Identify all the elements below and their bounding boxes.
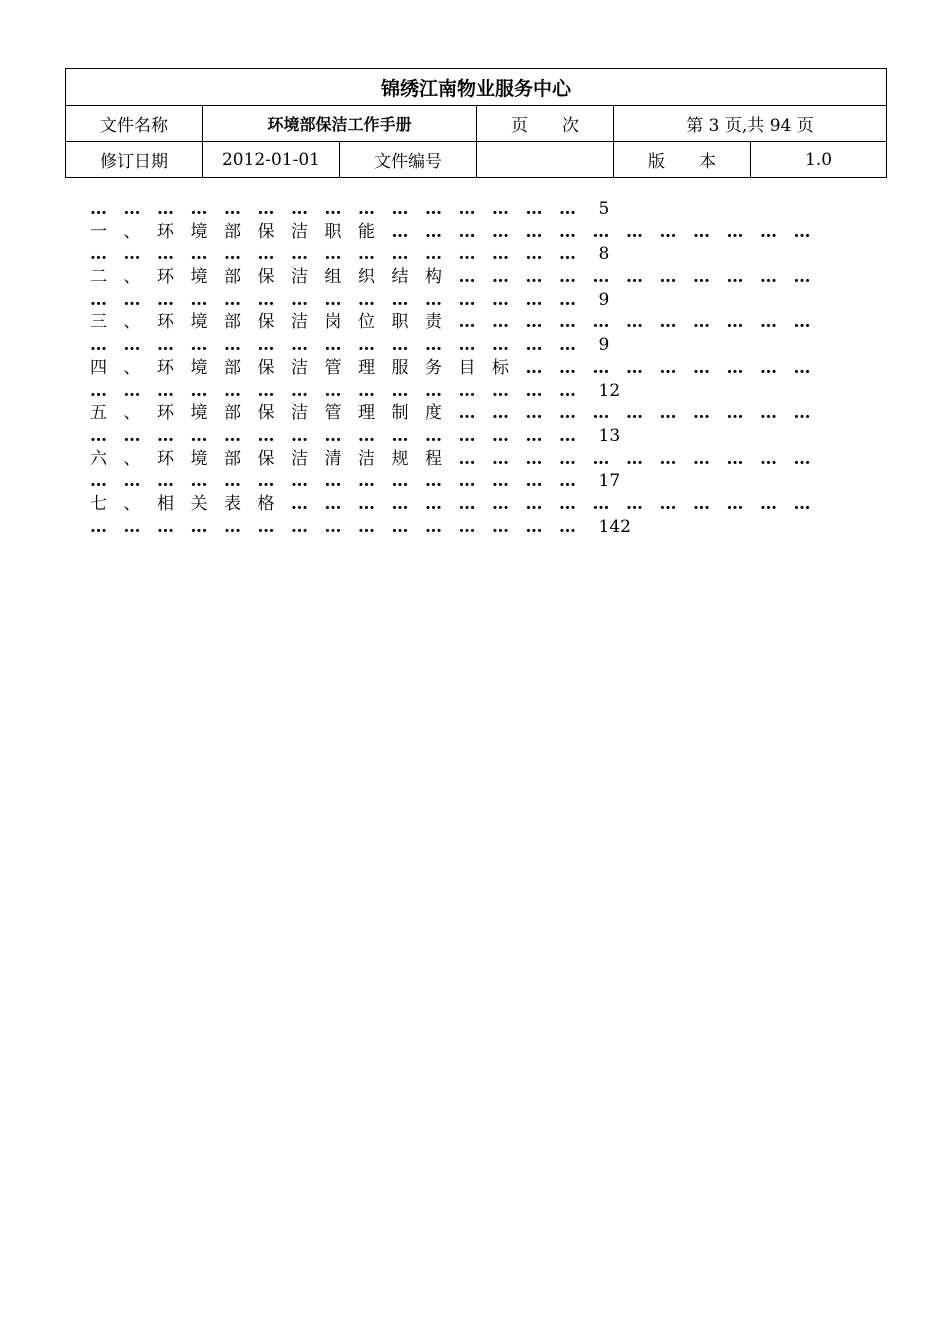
toc-page-number: 12 <box>598 380 621 401</box>
revision-date-label: 修订日期 <box>66 142 203 178</box>
toc-entry-label: 三 、 环 境 部 保 洁 岗 位 职 责 <box>90 312 442 333</box>
toc-dot-leader: … … … … … … … … … … … … … … … <box>90 425 576 446</box>
toc-dot-leader: … … … … … … … … … … … … … … … <box>90 380 576 401</box>
toc-dot-leader: … … … … … … … … … … … … … <box>391 221 811 242</box>
toc-dot-leader: … … … … … … … … … <box>525 357 811 378</box>
toc-entry-label: 六 、 环 境 部 保 洁 清 洁 规 程 <box>90 448 442 469</box>
file-number-label: 文件编号 <box>340 142 477 178</box>
toc-dot-leader: … … … … … … … … … … … <box>458 448 811 469</box>
toc-entry-title[interactable] <box>90 311 850 334</box>
toc-dot-leader: … … … … … … … … … … … … … … … <box>90 289 576 310</box>
file-name-value: 环境部保洁工作手册 <box>203 106 477 142</box>
toc-dot-leader: … … … … … … … … … … … … … … … <box>90 471 576 492</box>
toc-page-number: 17 <box>598 471 621 492</box>
toc-entry-label: 四 、 环 境 部 保 洁 管 理 服 务 目 标 <box>90 357 509 378</box>
toc-dot-leader: … … … … … … … … … … … <box>458 267 811 288</box>
toc-entry-label: 七 、 相 关 表 格 <box>90 493 275 514</box>
toc-entry-page-line[interactable] <box>90 198 850 221</box>
toc-entry-page-line[interactable] <box>90 516 850 539</box>
toc-entry-page-line[interactable] <box>90 470 850 493</box>
document-header-table <box>65 68 887 178</box>
toc-entry-label: 二 、 环 境 部 保 洁 组 织 结 构 <box>90 267 442 288</box>
toc-entry-title[interactable] <box>90 266 850 289</box>
toc-entry-label: 五 、 环 境 部 保 洁 管 理 制 度 <box>90 403 442 424</box>
toc-page-number: 142 <box>598 516 631 537</box>
toc-page-number: 13 <box>598 425 621 446</box>
toc-entry-page-line[interactable] <box>90 334 850 357</box>
file-name-label: 文件名称 <box>66 106 203 142</box>
toc-dot-leader: … … … … … … … … … … … … … … … <box>90 199 576 219</box>
toc-page-number: 8 <box>598 244 610 265</box>
toc-page-number: 5 <box>598 199 610 219</box>
toc-dot-leader: … … … … … … … … … … … <box>458 312 811 333</box>
toc-dot-leader: … … … … … … … … … … … <box>458 403 811 424</box>
organization-title: 锦绣江南物业服务中心 <box>66 69 887 106</box>
page-value: 第 3 页,共 94 页 <box>614 106 887 142</box>
toc-entry-page-line[interactable] <box>90 380 850 403</box>
toc-page-number: 9 <box>598 335 610 356</box>
file-number-value <box>477 142 614 178</box>
toc-page-number: 9 <box>598 289 610 310</box>
toc-dot-leader: … … … … … … … … … … … … … … … <box>90 516 576 537</box>
page-label: 页 次 <box>477 106 614 142</box>
revision-date-value: 2012-01-01 <box>203 142 340 178</box>
toc-entry-title[interactable] <box>90 493 850 516</box>
toc-dot-leader: … … … … … … … … … … … … … … … <box>90 244 576 265</box>
toc-entry-page-line[interactable] <box>90 425 850 448</box>
toc-entry-page-line[interactable] <box>90 289 850 312</box>
toc-entry-label: 一 、 环 境 部 保 洁 职 能 <box>90 221 375 242</box>
table-of-contents <box>90 198 850 538</box>
toc-dot-leader: … … … … … … … … … … … … … … … <box>90 335 576 356</box>
version-value: 1.0 <box>751 142 887 178</box>
toc-entry-title[interactable] <box>90 221 850 244</box>
toc-entry-page-line[interactable] <box>90 243 850 266</box>
version-label: 版 本 <box>614 142 751 178</box>
toc-entry-title[interactable] <box>90 448 850 471</box>
toc-entry-title[interactable] <box>90 402 850 425</box>
toc-entry-title[interactable] <box>90 357 850 380</box>
toc-dot-leader: … … … … … … … … … … … … … … … … <box>291 493 811 514</box>
